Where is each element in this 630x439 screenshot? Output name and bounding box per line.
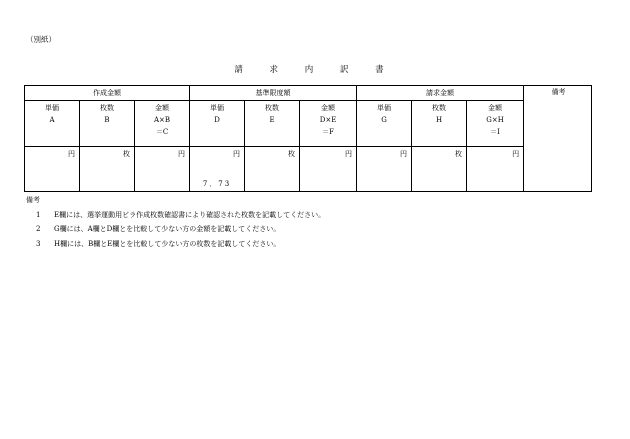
col-header-h: 枚数 H (412, 101, 467, 147)
col-header-d: 単価 D (190, 101, 245, 147)
remarks-header-label: 備考 (551, 88, 566, 96)
cell-c: 円 (135, 147, 190, 192)
cell-a: 円 (25, 147, 80, 192)
note-item: 2 G欄には、A欄とD欄とを比較して少ない方の金額を記載してください。 (36, 225, 281, 233)
cell-f: 円 (300, 147, 357, 192)
notes-section (26, 193, 325, 251)
group-remarks (524, 86, 592, 192)
document-title: 請 求 内 訳 書 (234, 65, 396, 75)
cell-i: 円 (467, 147, 524, 192)
group-header-row (25, 86, 592, 101)
cell-e: 枚 (245, 147, 300, 192)
col-header-g: 単価 G (357, 101, 412, 147)
group-claim-amount: 請求金額 (357, 86, 524, 101)
col-header-b: 枚数 B (80, 101, 135, 147)
column-header-row (25, 101, 592, 147)
col-header-i: 金額 G×H ＝I (467, 101, 524, 147)
annex-label: （別紙） (26, 35, 56, 44)
value-row (25, 147, 592, 192)
cell-g: 円 (357, 147, 412, 192)
cell-b: 枚 (80, 147, 135, 192)
col-header-f: 金額 D×E ＝F (300, 101, 357, 147)
group-standard-limit: 基準限度額 (190, 86, 357, 101)
col-header-c: 金額 A×B ＝C (135, 101, 190, 147)
col-header-e: 枚数 E (245, 101, 300, 147)
notes-heading: 備考 (26, 196, 40, 204)
col-header-a: 単価 A (25, 101, 80, 147)
note-item: 1 E欄には、選挙運動用ビラ作成枚数確認書により確認された枚数を記載してください。 (36, 210, 326, 219)
cell-h: 枚 (412, 147, 467, 192)
breakdown-table (24, 85, 592, 192)
value-d: 7．73 (202, 180, 232, 188)
note-item: 3 H欄には、B欄とE欄とを比較して少ない方の枚数を記載してください。 (36, 239, 281, 248)
group-production-amount: 作成金額 (25, 86, 190, 101)
cell-d: 円 7．73 (190, 147, 245, 192)
